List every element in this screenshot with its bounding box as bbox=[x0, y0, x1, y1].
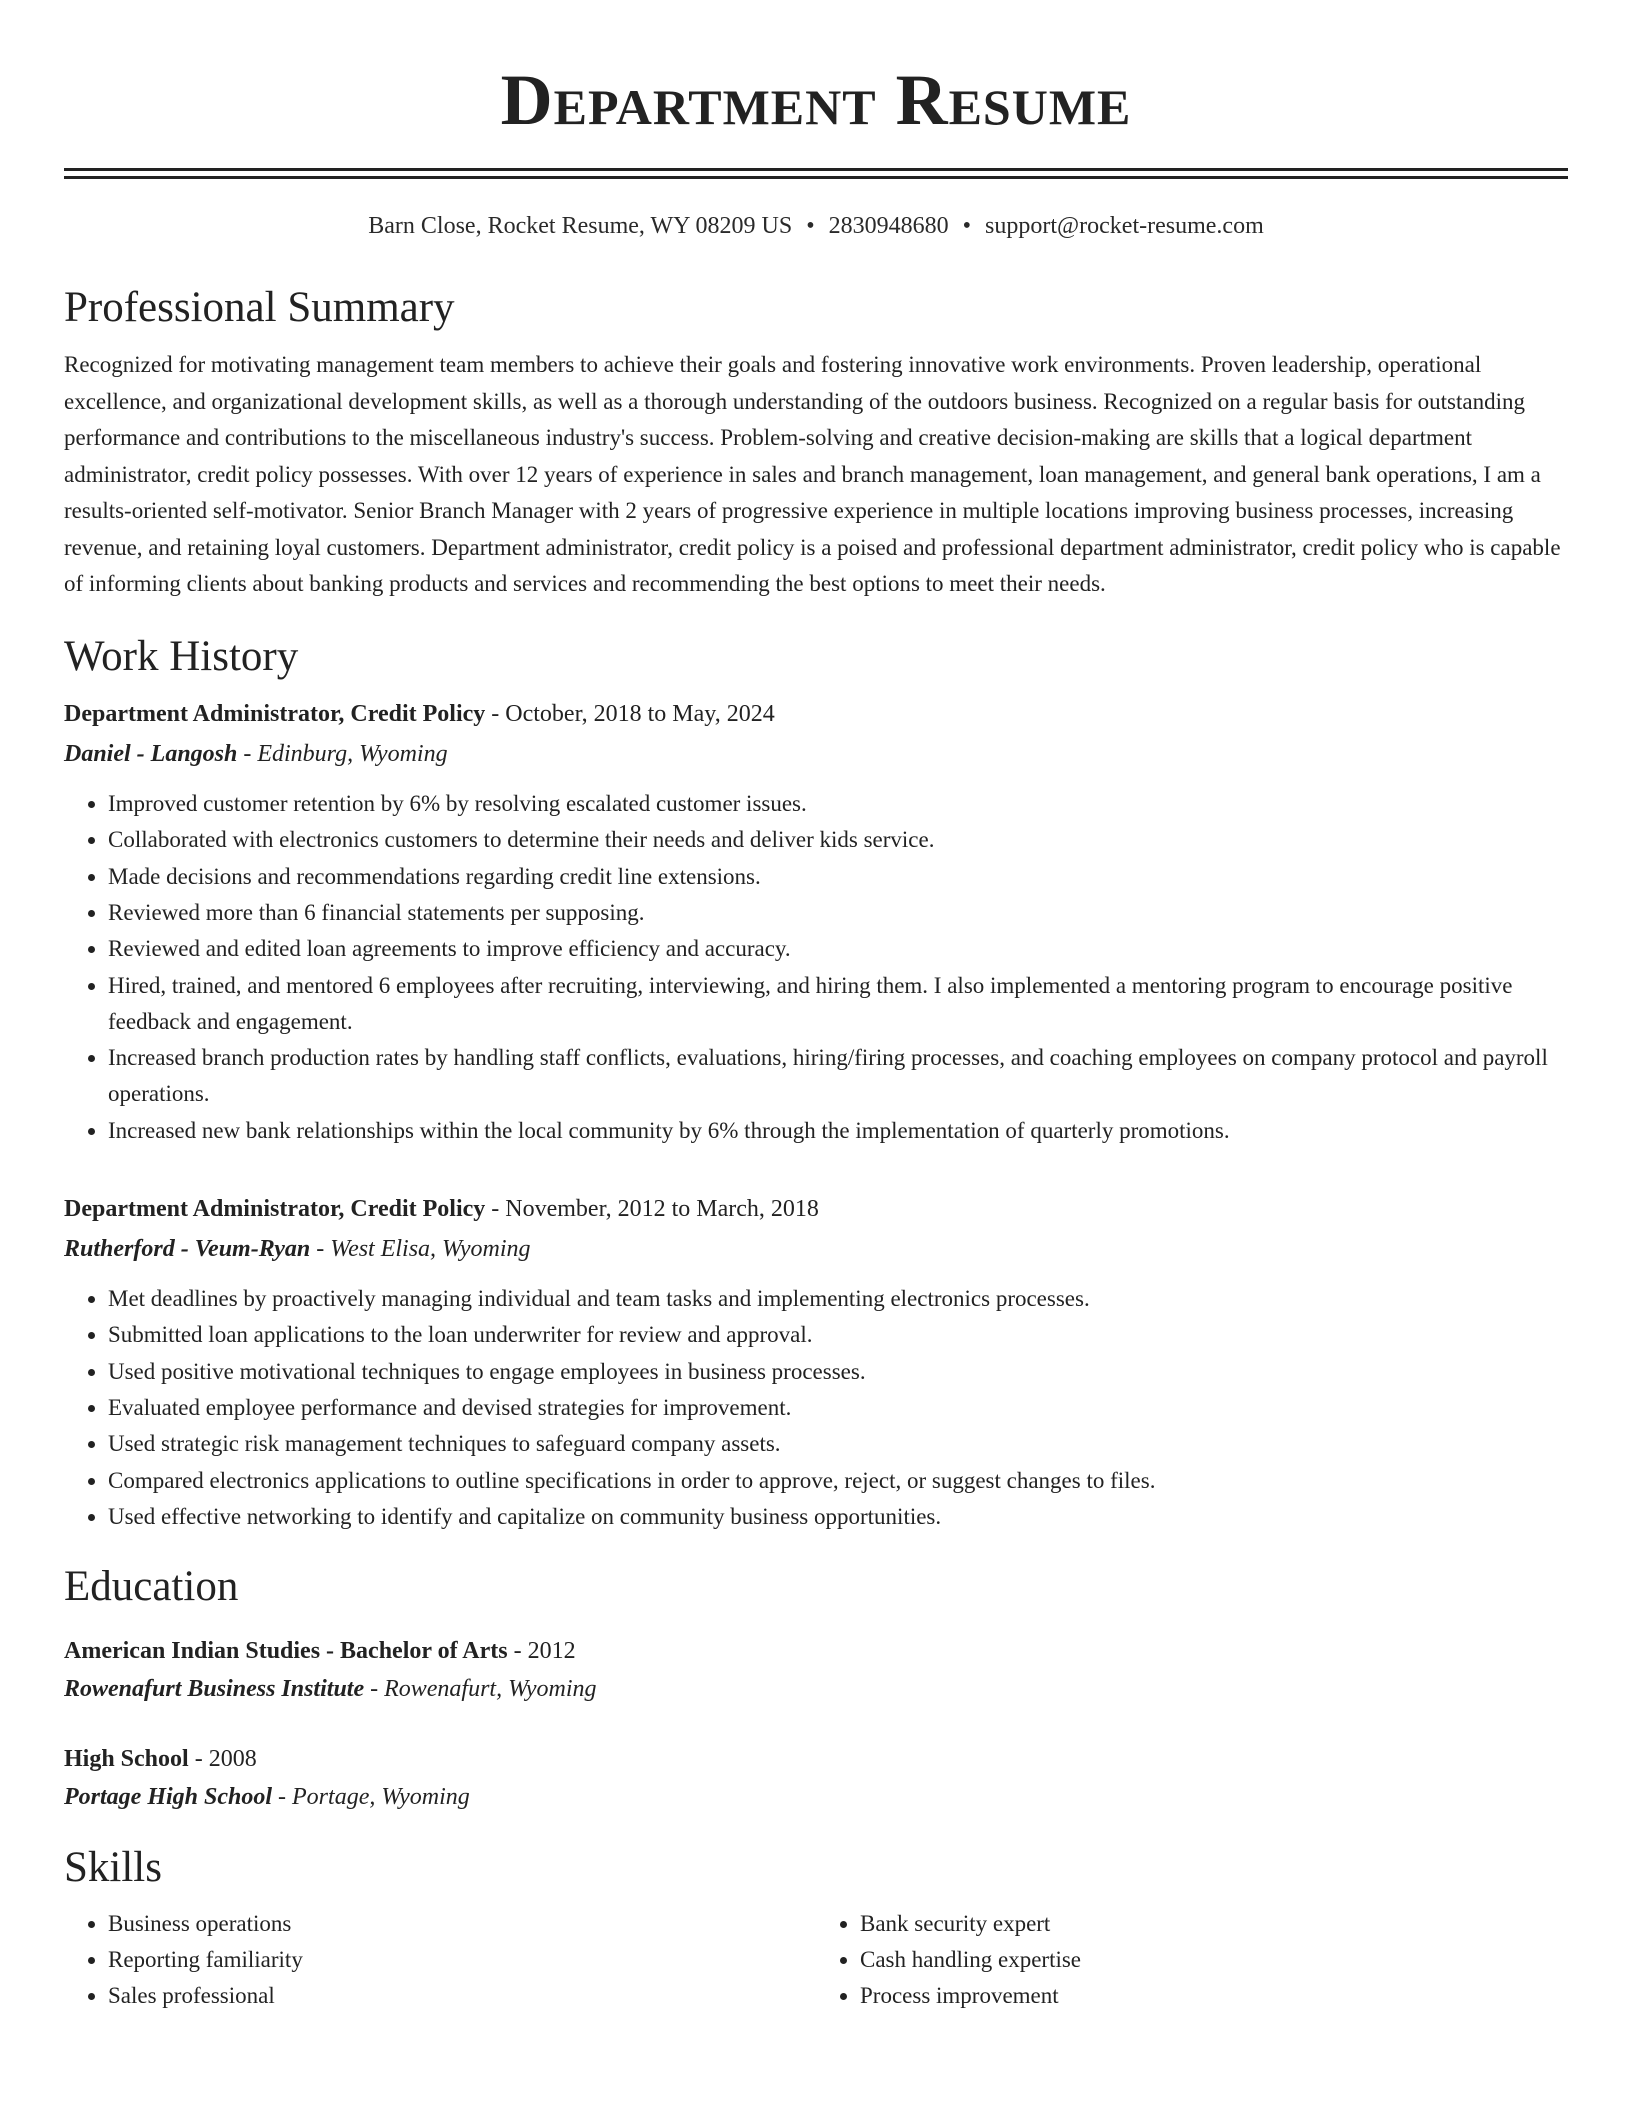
job-bullet: • Submitted loan applications to the loan underwriter for review and approval. bbox=[108, 1317, 1568, 1353]
job-dates: - November, 2012 to March, 2018 bbox=[485, 1196, 819, 1223]
job-bullet: • Collaborated with electronics customers to determine their needs and deliver kids service. bbox=[108, 822, 1568, 858]
work-history-heading: Work History bbox=[64, 632, 299, 680]
job-entry bbox=[64, 1189, 1568, 1535]
job-bullet: • Compared electronics applications to outline specifications in order to approve, reject, or suggest changes to files. bbox=[108, 1463, 1568, 1499]
job-title: Department Administrator, Credit Policy bbox=[64, 1196, 486, 1223]
education-location: - Rowenafurt, Wyoming bbox=[364, 1676, 597, 1703]
job-location: - Edinburg, Wyoming bbox=[237, 741, 448, 768]
job-bullets bbox=[64, 786, 1568, 1149]
contact-address: Barn Close, Rocket Resume, WY 08209 US bbox=[368, 213, 793, 239]
summary-text: Recognized for motivating management team members to achieve their goals and fostering innovative work environments. Proven leadership, operational excellence, and organizational development skills, as well as a thorough understanding of the outdoors business. Recognized on a regular basis for outstanding performance and contributions to the miscellaneous industry's success. Problem-solving and creative decision-making are skills that a logical department administrator, credit policy possesses. With over 12 years of experience in sales and branch management, loan management, and general bank operations, I am a results-oriented self-motivator. Senior Branch Manager with 2 years of progressive experience in multiple locations improving business processes, increasing revenue, and retaining loyal customers. Department administrator, credit policy is a poised and professional department administrator, credit policy who is capable of informing clients about banking products and services and recommending the best options to meet their needs. bbox=[64, 352, 1561, 597]
job-bullet: • Used effective networking to identify and capitalize on community business opportunities. bbox=[108, 1499, 1568, 1535]
skills-list-right bbox=[816, 1906, 1568, 2015]
skills-section bbox=[64, 1844, 1568, 2014]
education-school: Portage High School bbox=[64, 1784, 273, 1811]
job-company-line bbox=[64, 734, 1568, 774]
skill-item: • Cash handling expertise bbox=[860, 1942, 1568, 1978]
work-history-section bbox=[64, 633, 1568, 1535]
job-location: - West Elisa, Wyoming bbox=[310, 1236, 531, 1263]
skill-item: • Reporting familiarity bbox=[108, 1942, 816, 1978]
education-entry bbox=[64, 1632, 1568, 1708]
skills-list-left bbox=[64, 1906, 816, 2015]
job-bullet: • Met deadlines by proactively managing individual and team tasks and implementing electronics processes. bbox=[108, 1281, 1568, 1317]
contact-line bbox=[64, 213, 1568, 240]
education-school: Rowenafurt Business Institute bbox=[64, 1676, 365, 1703]
education-school-line bbox=[64, 1778, 1568, 1816]
education-year: - 2008 bbox=[188, 1746, 257, 1773]
job-bullet: • Increased branch production rates by handling staff conflicts, evaluations, hiring/firing processes, and coaching employees on company protocol and payroll operations. bbox=[108, 1040, 1568, 1113]
education-section bbox=[64, 1563, 1568, 1816]
education-degree: American Indian Studies - Bachelor of Arts bbox=[64, 1638, 508, 1665]
job-company: Daniel - Langosh bbox=[64, 741, 238, 768]
job-title-line bbox=[64, 1189, 1568, 1229]
job-entry bbox=[64, 694, 1568, 1149]
job-bullet: • Used strategic risk management techniques to safeguard company assets. bbox=[108, 1426, 1568, 1462]
education-degree-line bbox=[64, 1632, 1568, 1670]
job-bullet: • Reviewed and edited loan agreements to improve efficiency and accuracy. bbox=[108, 931, 1568, 967]
education-entry bbox=[64, 1740, 1568, 1816]
job-bullet: • Made decisions and recommendations regarding credit line extensions. bbox=[108, 859, 1568, 895]
resume-title: Department Resume bbox=[500, 60, 1132, 140]
job-company-line bbox=[64, 1229, 1568, 1269]
skill-item: • Sales professional bbox=[108, 1978, 816, 2014]
job-company: Rutherford - Veum-Ryan bbox=[64, 1236, 311, 1263]
title-divider bbox=[64, 168, 1568, 179]
job-title: Department Administrator, Credit Policy bbox=[64, 701, 486, 728]
skill-item: • Process improvement bbox=[860, 1978, 1568, 2014]
contact-separator: • bbox=[962, 213, 972, 239]
job-bullet: • Improved customer retention by 6% by resolving escalated customer issues. bbox=[108, 786, 1568, 822]
summary-section bbox=[64, 284, 1568, 603]
education-degree: High School bbox=[64, 1746, 189, 1773]
skill-item: • Bank security expert bbox=[860, 1906, 1568, 1942]
education-year: - 2012 bbox=[507, 1638, 576, 1665]
contact-separator: • bbox=[806, 213, 815, 239]
contact-email: support@rocket-resume.com bbox=[985, 213, 1264, 239]
skills-columns bbox=[64, 1906, 1568, 2015]
summary-heading: Professional Summary bbox=[64, 284, 455, 331]
job-bullet: • Used positive motivational techniques to engage employees in business processes. bbox=[108, 1354, 1568, 1390]
job-bullet: • Hired, trained, and mentored 6 employees after recruiting, interviewing, and hiring them. I also implemented a mentoring program to encourage positive feedback and engagement. bbox=[108, 968, 1568, 1041]
education-degree-line bbox=[64, 1740, 1568, 1778]
education-heading: Education bbox=[64, 1563, 239, 1611]
job-bullet: • Evaluated employee performance and devised strategies for improvement. bbox=[108, 1390, 1568, 1426]
skill-item: • Business operations bbox=[108, 1906, 816, 1942]
education-location: - Portage, Wyoming bbox=[272, 1784, 470, 1811]
contact-phone: 2830948680 bbox=[828, 213, 949, 239]
job-title-line bbox=[64, 694, 1568, 734]
job-bullet: • Reviewed more than 6 financial statements per supposing. bbox=[108, 895, 1568, 931]
skills-heading: Skills bbox=[64, 1844, 162, 1892]
job-dates: - October, 2018 to May, 2024 bbox=[485, 701, 775, 728]
job-bullets bbox=[64, 1281, 1568, 1535]
job-bullet: • Increased new bank relationships within the local community by 6% through the implementation of quarterly promotions. bbox=[108, 1113, 1568, 1149]
education-school-line bbox=[64, 1670, 1568, 1708]
